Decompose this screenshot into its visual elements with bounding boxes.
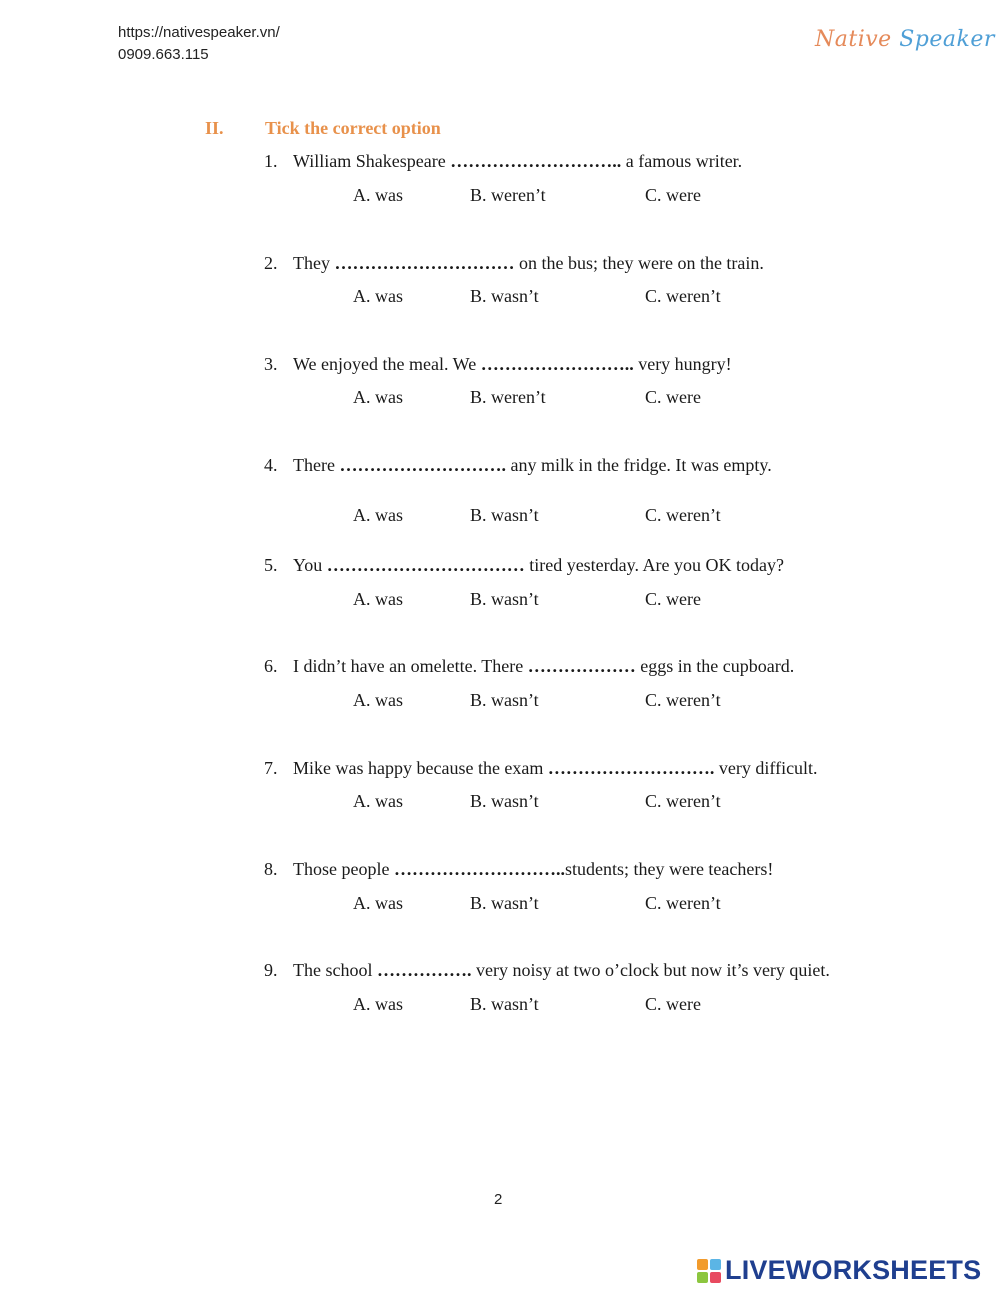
option-a[interactable]: A. was (353, 589, 403, 609)
answer-blank[interactable]: …………………………… (326, 555, 530, 575)
question-text-after: on the bus; they were on the train. (518, 253, 764, 273)
option-a[interactable]: A. was (353, 893, 403, 913)
liveworksheets-logo (697, 1255, 981, 1286)
option-c[interactable]: C. weren’t (645, 505, 721, 525)
answer-blank[interactable]: ……………………….. (450, 151, 626, 171)
liveworksheets-blocks-icon (697, 1259, 721, 1283)
option-b[interactable]: B. wasn’t (470, 893, 539, 913)
question-text-before: You (293, 555, 327, 575)
option-b[interactable]: B. weren’t (470, 185, 546, 205)
question-text-before: Those people (293, 859, 394, 879)
question-number: 2. (264, 253, 278, 273)
question-number: 7. (264, 758, 278, 778)
question-number: 4. (264, 455, 278, 475)
question-7 (264, 758, 818, 779)
question-number: 9. (264, 960, 278, 980)
header-url: https://nativespeaker.vn/ (118, 24, 280, 41)
option-c[interactable]: C. were (645, 589, 701, 609)
option-a[interactable]: A. was (353, 387, 403, 407)
question-text-after: very noisy at two o’clock but now it’s very quiet. (475, 960, 830, 980)
question-3 (264, 354, 732, 375)
option-c[interactable]: C. weren’t (645, 893, 721, 913)
question-text-after: students; they were teachers! (564, 859, 774, 879)
option-c[interactable]: C. weren’t (645, 791, 721, 811)
question-number: 8. (264, 859, 278, 879)
section-number: II. (205, 118, 224, 138)
logo-word-speaker: Speaker (899, 27, 995, 52)
option-b[interactable]: B. wasn’t (470, 994, 539, 1014)
question-text-before: William Shakespeare (293, 151, 451, 171)
answer-blank[interactable]: ……………………….. (393, 859, 565, 879)
answer-blank[interactable]: …………………….. (480, 354, 639, 374)
option-a[interactable]: A. was (353, 505, 403, 525)
section-heading (205, 118, 441, 139)
question-text-before: The school (293, 960, 377, 980)
option-a[interactable]: A. was (353, 185, 403, 205)
option-b[interactable]: B. wasn’t (470, 690, 539, 710)
question-8 (264, 859, 773, 880)
answer-blank[interactable]: ……………… (527, 656, 641, 676)
question-text-before: They (293, 253, 335, 273)
option-c[interactable]: C. were (645, 185, 701, 205)
option-b[interactable]: B. wasn’t (470, 505, 539, 525)
question-4 (264, 455, 772, 476)
question-text-before: I didn’t have an omelette. There (293, 656, 528, 676)
question-5 (264, 555, 784, 576)
question-number: 1. (264, 151, 278, 171)
option-b[interactable]: B. wasn’t (470, 286, 539, 306)
question-text-after: a famous writer. (625, 151, 743, 171)
answer-blank[interactable]: ……………. (376, 960, 476, 980)
page-number: 2 (494, 1191, 503, 1208)
question-text-after: very difficult. (718, 758, 818, 778)
answer-blank[interactable]: ………………………… (334, 253, 519, 273)
option-c[interactable]: C. weren’t (645, 690, 721, 710)
option-c[interactable]: C. were (645, 387, 701, 407)
option-a[interactable]: A. was (353, 286, 403, 306)
option-b[interactable]: B. wasn’t (470, 589, 539, 609)
question-text-after: tired yesterday. Are you OK today? (529, 555, 784, 575)
option-c[interactable]: C. were (645, 994, 701, 1014)
option-a[interactable]: A. was (353, 994, 403, 1014)
option-b[interactable]: B. wasn’t (470, 791, 539, 811)
option-b[interactable]: B. weren’t (470, 387, 546, 407)
liveworksheets-wordmark: LIVEWORKSHEETS (725, 1255, 982, 1285)
logo-word-native: Native (815, 27, 892, 52)
question-text-after: any milk in the fridge. It was empty. (510, 455, 772, 475)
native-speaker-logo (815, 27, 995, 52)
question-6 (264, 656, 794, 677)
answer-blank[interactable]: ………………………. (339, 455, 511, 475)
question-9 (264, 960, 830, 981)
option-a[interactable]: A. was (353, 690, 403, 710)
question-text-after: very hungry! (638, 354, 732, 374)
section-title: Tick the correct option (265, 118, 441, 138)
question-text-before: There (293, 455, 340, 475)
question-1 (264, 151, 742, 172)
answer-blank[interactable]: ………………………. (547, 758, 719, 778)
question-number: 6. (264, 656, 278, 676)
question-text-before: Mike was happy because the exam (293, 758, 548, 778)
question-number: 3. (264, 354, 278, 374)
question-number: 5. (264, 555, 278, 575)
question-text-before: We enjoyed the meal. We (293, 354, 481, 374)
header-phone: 0909.663.115 (118, 46, 209, 63)
option-a[interactable]: A. was (353, 791, 403, 811)
option-c[interactable]: C. weren’t (645, 286, 721, 306)
question-text-after: eggs in the cupboard. (640, 656, 795, 676)
question-2 (264, 253, 764, 274)
